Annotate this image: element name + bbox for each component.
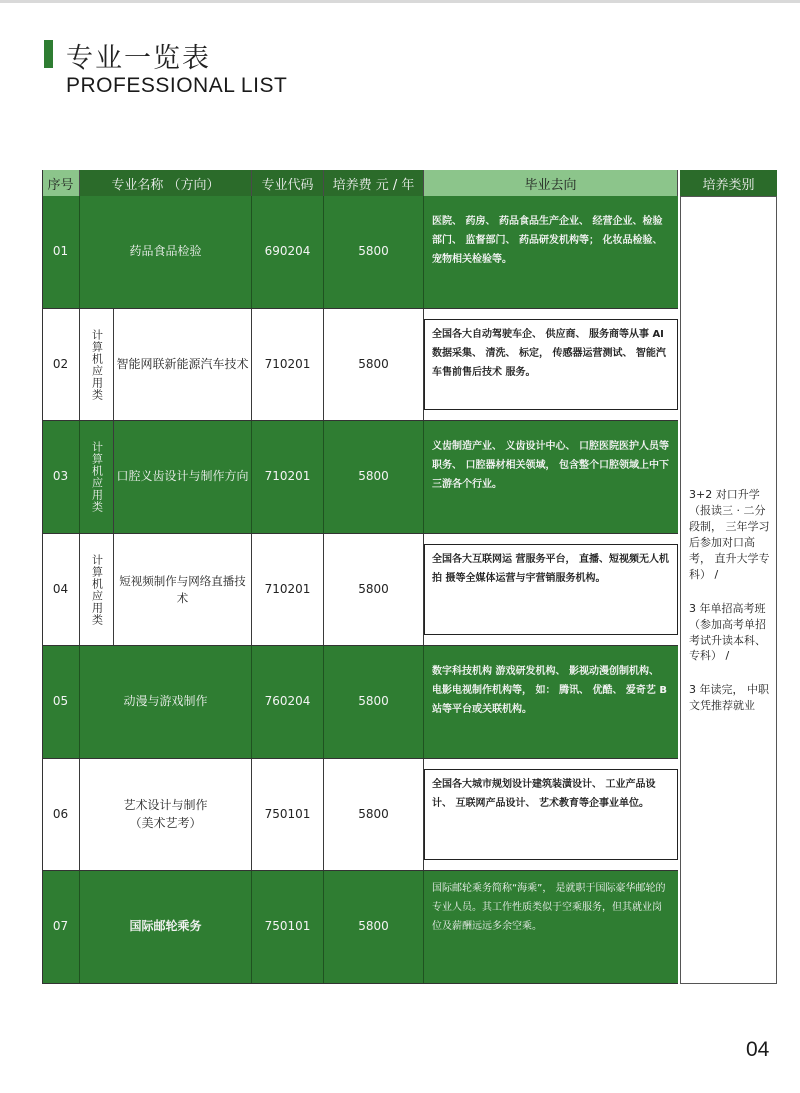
professional-table [42, 170, 777, 984]
row-seq: 04 [42, 534, 80, 645]
row-fee: 5800 [324, 309, 424, 420]
table-row [42, 309, 678, 421]
row-seq: 07 [42, 871, 80, 983]
destination-frame [424, 769, 678, 860]
row-seq: 05 [42, 646, 80, 758]
header-fee: 培养费 元 / 年 [324, 170, 424, 196]
row-group-label: 计算机应用类 [80, 534, 114, 645]
row-destination: 国际邮轮乘务简称“海乘”， 是就职于国际豪华邮轮的专业人员。其工作性质类似于空乘服务，但其就业岗位及薪酬远远多余空乘。 [424, 873, 678, 942]
row-code: 710201 [252, 421, 324, 533]
table-row [42, 196, 678, 309]
title-accent-bar [44, 40, 53, 68]
row-group-label: 计算机应用类 [80, 309, 114, 420]
row-destination: 全国各大城市规划设计建筑装潢设计、 工业产品设计、 互联网产品设计、 艺术教育等企事业单位。 [424, 769, 678, 860]
row-fee: 5800 [324, 646, 424, 758]
row-name-sub: （美术艺考） [129, 815, 202, 830]
table-row [42, 421, 678, 534]
row-code: 710201 [252, 309, 324, 420]
row-fee: 5800 [324, 534, 424, 645]
row-fee: 5800 [324, 421, 424, 533]
row-name: 动漫与游戏制作 [80, 646, 252, 758]
table-row [42, 646, 678, 759]
row-destination: 全国各大自动驾驶车企、 供应商、 服务商等从事 AI 数据采集、 清洗、 标定， 传感器运营测试、 智能汽车售前售后技术 服务。 [424, 319, 678, 410]
row-seq: 01 [42, 196, 80, 308]
category-column [680, 196, 777, 984]
header-code: 专业代码 [252, 170, 324, 196]
page-title: 专业一览表 [66, 43, 211, 74]
row-name: 智能网联新能源汽车技术 [114, 309, 252, 420]
row-seq: 02 [42, 309, 80, 420]
header-name: 专业名称 （方向） [80, 170, 252, 196]
destination-frame [424, 319, 678, 410]
row-group-label: 计算机应用类 [80, 421, 114, 533]
row-code: 690204 [252, 196, 324, 308]
row-destination: 医院、 药房、 药品食品生产企业、 经营企业、检验部门、 监督部门、 药品研发机构等； 化妆品检验、 宠物相关检验等。 [424, 206, 678, 298]
table-left-border [42, 170, 43, 984]
page-number: 04 [746, 1038, 770, 1061]
category-item-3year-job: 3 年读完， 中职文凭推荐就业 [689, 683, 769, 713]
row-name: 国际邮轮乘务 [80, 871, 252, 983]
row-name [80, 759, 252, 870]
page-subtitle: PROFESSIONAL LIST [66, 74, 288, 97]
header-destination: 毕业去向 [424, 170, 678, 196]
category-text [689, 487, 773, 732]
row-name: 口腔义齿设计与制作方向 [114, 421, 252, 533]
category-item-3plus2: 3+2 对口升学 （报读三 · 二分段制， 三年学习后参加对口高考， 直升大学专科） / [689, 488, 770, 581]
top-rule [0, 0, 800, 3]
destination-frame [424, 544, 678, 635]
row-fee: 5800 [324, 759, 424, 870]
row-code: 750101 [252, 871, 324, 983]
row-destination: 数字科技机构 游戏研发机构、 影视动漫创制机构、 电影电视制作机构等， 如： 腾讯、 优酷、 爱奇艺 B 站等平台或关联机构。 [424, 656, 678, 748]
row-code: 760204 [252, 646, 324, 758]
row-fee: 5800 [324, 196, 424, 308]
row-seq: 06 [42, 759, 80, 870]
row-name: 药品食品检验 [80, 196, 252, 308]
table-row [42, 534, 678, 646]
row-destination: 全国各大互联网运 营服务平台， 直播、短视频无人机拍 摄等全媒体运营与宇营销服务机构。 [424, 544, 678, 635]
table-row [42, 759, 678, 871]
row-code: 710201 [252, 534, 324, 645]
row-fee: 5800 [324, 871, 424, 983]
row-seq: 03 [42, 421, 80, 533]
row-code: 750101 [252, 759, 324, 870]
category-item-3year-exam: 3 年单招高考班 （参加高考单招考试升读本科、专科） / [689, 601, 766, 663]
row-destination: 义齿制造产业、 义齿设计中心、 口腔医院医护人员等职务、 口腔器材相关领域， 包含整个口腔领域上中下三游各个行业。 [424, 431, 678, 523]
header-seq: 序号 [42, 170, 80, 196]
row-name: 短视频制作与网络直播技术 [114, 534, 252, 645]
row-name-main: 艺术设计与制作 [123, 798, 208, 813]
header-category: 培养类别 [680, 170, 777, 196]
table-row [42, 871, 678, 984]
